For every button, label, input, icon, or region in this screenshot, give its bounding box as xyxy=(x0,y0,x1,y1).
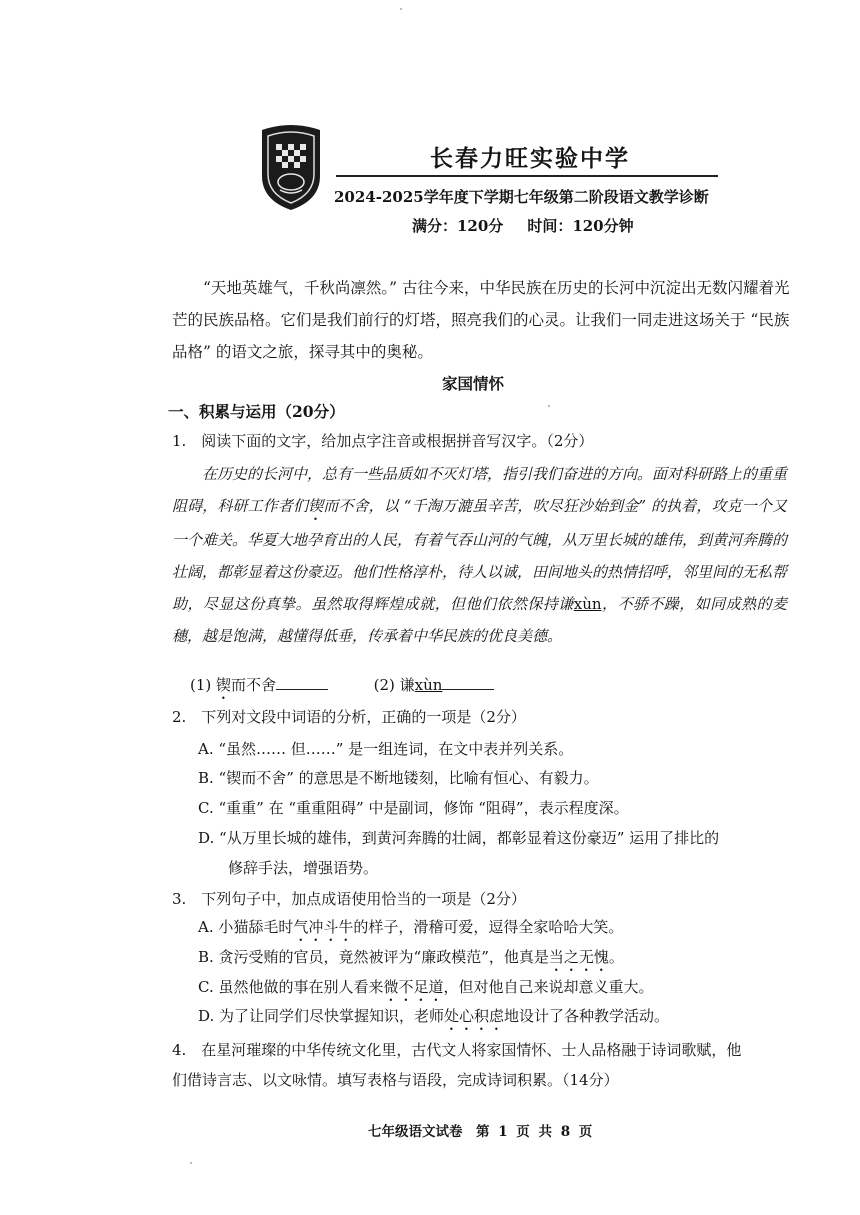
school-emblem-icon xyxy=(258,124,324,212)
option-text: ，但对他自己来说却意义重大。 xyxy=(443,978,654,996)
exam-title: 2024-2025学年度下学期七年级第二阶段语文教学诊断 xyxy=(334,188,709,206)
q2-option-a[interactable]: A. “虽然…… 但……” 是一组连词，在文中表并列关系。 xyxy=(198,740,574,758)
dotted-char: 锲 xyxy=(216,676,232,694)
option-text: 的样子，滑稽可爱，逗得全家哈哈大笑。 xyxy=(353,918,624,936)
q1-stem: 1. 阅读下面的文字，给加点字注音或根据拼音写汉字。（2分） xyxy=(172,432,594,450)
answer-2-label: (2) 谦 xyxy=(373,676,415,694)
school-name: 长春力旺实验中学 xyxy=(430,145,630,172)
q2-option-d-cont: 修辞手法，增强语势。 xyxy=(228,859,379,877)
passage-text: 而不舍，以 “千淘万漉虽辛苦，吹尽狂沙始到金” 的执着，攻克一个又一个难关。华夏大地孕育出的人民，有着气吞山河的气魄，从万里长城的雄伟，到黄河奔腾的壮阔，都彰显着这份豪迈。他们性格淳朴，待人以诚，田间地头的热情招呼，邻里间的无私帮助，尽显这份真挚。虽然取得辉煌成就，但他们依然保持谦 xyxy=(172,497,788,613)
q1-answers xyxy=(190,674,494,703)
exam-meta xyxy=(412,215,658,236)
q2-stem: 2. 下列对文段中词语的分析，正确的一项是（2分） xyxy=(172,708,526,726)
dotted-idiom: 微不足道 xyxy=(383,978,444,996)
option-text: 。 xyxy=(608,948,624,966)
option-text: B. 贪污受贿的官员，竟然被评为“廉政模范”，他真是 xyxy=(198,948,549,966)
scan-speck xyxy=(548,405,550,407)
option-text: D. 为了让同学们尽快掌握知识，老师 xyxy=(198,1007,445,1025)
answer-2-blank[interactable] xyxy=(442,675,494,690)
passage-text: 在历史的长河中，总有一些品质如不灭灯塔，指引我们奋进的方向。面对科研路上的重重阻碍，科研工作者们 xyxy=(172,465,788,515)
section-title: 家国情怀 xyxy=(442,374,505,393)
q2-option-c[interactable]: C. “重重” 在 “重重阻碍” 中是副词，修饰 “阻碍”，表示程度深。 xyxy=(198,799,629,817)
full-score: 满分：120分 xyxy=(412,217,504,235)
dotted-idiom: 处心积虑 xyxy=(444,1007,505,1025)
q1-passage xyxy=(172,458,787,652)
intro-text: “天地英雄气，千秋尚凛然。” 古往今来，中华民族在历史的长河中沉淀出无数闪耀着光芒的民族品格。它们是我们前行的灯塔，照亮我们的心灵。让我们一同走进这场关于 “民族品格” 的语文之旅，探寻其中的奥秘。 xyxy=(172,279,790,361)
option-text: 地设计了各种教学活动。 xyxy=(504,1007,670,1025)
option-text: A. 小猫舔毛时 xyxy=(198,918,294,936)
intro-paragraph xyxy=(172,272,790,368)
q3-option-c[interactable] xyxy=(198,976,654,1005)
q4-line-1: 4. 在星河璀璨的中华传统文化里，古代文人将家国情怀、士人品格融于诗词歌赋，他 xyxy=(172,1041,742,1059)
q2-option-d[interactable]: D. “从万里长城的雄伟，到黄河奔腾的壮阔，都彰显着这份豪迈” 运用了排比的 xyxy=(198,829,720,847)
exam-time: 时间：120分钟 xyxy=(527,217,634,235)
pinyin-underlined: xùn xyxy=(573,595,602,613)
answer-1-word: 而不舍 xyxy=(231,676,277,694)
dotted-idiom: 当之无愧 xyxy=(548,948,609,966)
passage-text: ，不骄不躁，如同成熟的麦穗，越是饱满，越懂得低垂，传承着中华民族的优良美德。 xyxy=(172,595,787,645)
pinyin-underlined: xùn xyxy=(414,676,443,694)
page-footer: 七年级语文试卷 第 1 页 共 8 页 xyxy=(368,1124,593,1140)
part-heading: 一、积累与运用（20分） xyxy=(168,402,345,421)
q4-line-2: 们借诗言志、以文咏情。填写表格与语段，完成诗词积累。（14分） xyxy=(172,1071,619,1089)
q3-option-d[interactable] xyxy=(198,1005,669,1034)
answer-1-blank[interactable] xyxy=(276,675,328,690)
q3-option-b[interactable] xyxy=(198,946,624,975)
dotted-char: 锲 xyxy=(308,497,324,515)
dotted-idiom: 气冲斗牛 xyxy=(293,918,354,936)
q2-option-b[interactable]: B. “锲而不舍” 的意思是不断地镂刻，比喻有恒心、有毅力。 xyxy=(198,769,599,787)
header-rule xyxy=(336,175,718,177)
answer-1-label: (1) xyxy=(190,676,212,694)
scan-speck xyxy=(190,1162,192,1164)
option-text: C. 虽然他做的事在别人看来 xyxy=(198,978,384,996)
q3-stem: 3. 下列句子中，加点成语使用恰当的一项是（2分） xyxy=(172,890,526,908)
q3-option-a[interactable] xyxy=(198,916,623,945)
scan-speck xyxy=(400,8,402,10)
